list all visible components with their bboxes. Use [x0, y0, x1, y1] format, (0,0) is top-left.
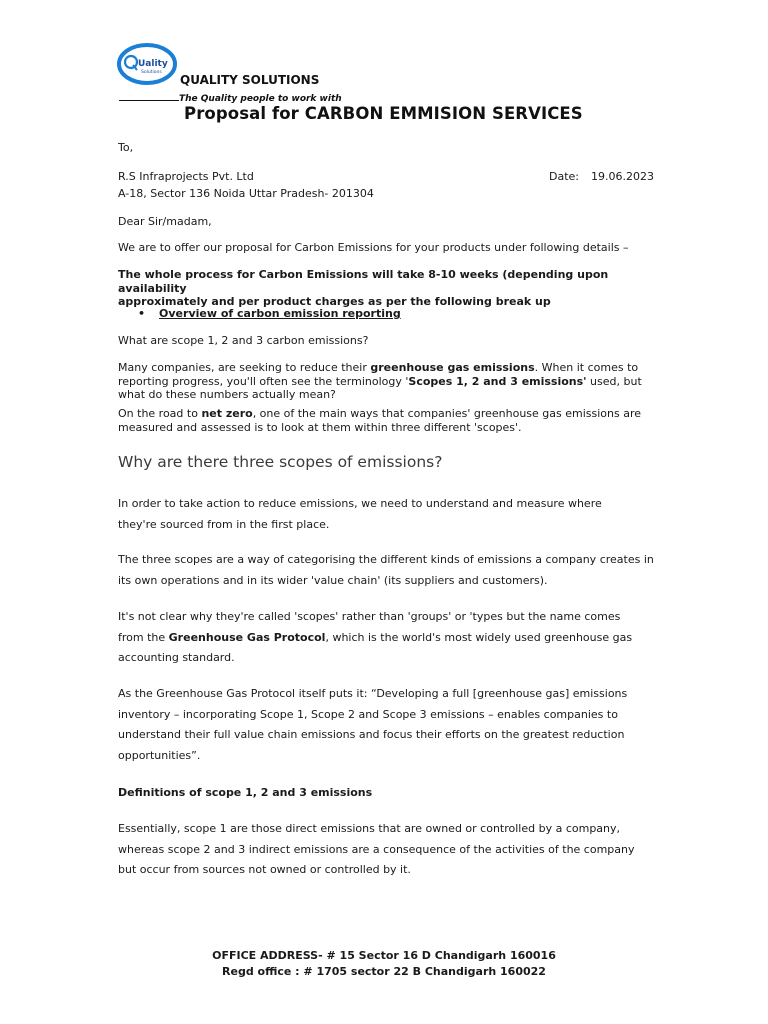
- overview-paragraph-1: [118, 361, 653, 402]
- text-run: , one of the main ways that companies' greenhouse gas emissions are measured and assessed is to look at them within three different 'scopes'.: [118, 407, 642, 434]
- to-line: To,: [118, 141, 134, 154]
- logo-text-line1: Uality: [138, 59, 168, 69]
- overview-bullet: [138, 307, 401, 320]
- process-line-1: The whole process for Carbon Emissions will take 8-10 weeks (depending upon availability: [118, 268, 609, 295]
- bold-run: Greenhouse Gas Protocol: [168, 630, 326, 644]
- process-paragraph: [118, 268, 678, 309]
- bold-run: greenhouse gas emissions: [370, 361, 535, 374]
- company-logo: [117, 42, 177, 86]
- company-name: QUALITY SOLUTIONS: [180, 73, 320, 87]
- text-run: used, but what do these numbers actually mean?: [118, 374, 642, 401]
- text-run: , which is the world's most widely used greenhouse gas accounting standard.: [118, 630, 633, 664]
- page-title: Proposal for CARBON EMMISION SERVICES: [184, 104, 583, 123]
- process-line-2: approximately and per product charges as per the following break up: [118, 295, 551, 308]
- scopes-paragraph-1: In order to take action to reduce emissions, we need to understand and measure where they're sourced from in the first place.: [118, 497, 602, 531]
- section-heading: Why are there three scopes of emissions?: [118, 453, 443, 471]
- bold-run: net zero: [201, 407, 253, 420]
- tagline-rule-line: [119, 91, 179, 101]
- definitions-paragraph: Essentially, scope 1 are those direct emissions that are owned or controlled by a company, whereas scope 2 and 3 indirect emissions are a consequence of the activities of the company but occur from sources not owned or controlled by it.: [118, 822, 635, 876]
- scope-question: What are scope 1, 2 and 3 carbon emissions?: [118, 334, 369, 347]
- bullet-icon: •: [138, 307, 146, 320]
- definitions-heading: Definitions of scope 1, 2 and 3 emissions: [118, 786, 373, 799]
- scopes-paragraph-3: [118, 607, 638, 669]
- scopes-paragraph-4: As the Greenhouse Gas Protocol itself puts it: “Developing a full [greenhouse gas] emissions inventory – incorporating Scope 1, Scope 2 and Scope 3 emissions – enables companies to understand their full value chain emissions and focus their efforts on the greatest reduction opportunities”.: [118, 687, 628, 762]
- recipient-address: A-18, Sector 136 Noida Uttar Pradesh- 201304: [118, 187, 374, 200]
- tagline-row: [119, 91, 342, 104]
- intro-paragraph: We are to offer our proposal for Carbon Emissions for your products under following details –: [118, 241, 629, 254]
- date-row: [549, 170, 654, 183]
- text-run: On the road to: [118, 407, 202, 420]
- logo-text-line2: Solutions: [141, 70, 162, 75]
- bold-run: Scopes 1, 2 and 3 emissions': [408, 374, 587, 388]
- overview-paragraph-2: [118, 407, 648, 434]
- date-label: Date:: [549, 170, 579, 183]
- salutation: Dear Sir/madam,: [118, 215, 212, 228]
- footer-regd-office: Regd office : # 1705 sector 22 B Chandigarh 160022: [222, 965, 546, 978]
- footer-office-address: OFFICE ADDRESS- # 15 Sector 16 D Chandigarh 160016: [212, 949, 556, 962]
- date-value: 19.06.2023: [591, 170, 654, 183]
- text-run: Many companies, are seeking to reduce their: [118, 361, 371, 374]
- tagline: The Quality people to work with: [179, 94, 342, 104]
- text-run: It's not clear why they're called 'scopes' rather than 'groups' or 'types but the name comes from the: [118, 610, 621, 644]
- overview-heading: Overview of carbon emission reporting: [159, 307, 401, 320]
- scopes-paragraph-2: The three scopes are a way of categorising the different kinds of emissions a company creates in its own operations and in its wider 'value chain' (its suppliers and customers).: [118, 553, 654, 587]
- recipient-name: R.S Infraprojects Pvt. Ltd: [118, 170, 254, 183]
- text-run: . When it comes to reporting progress, you'll often see the terminology ': [118, 361, 639, 388]
